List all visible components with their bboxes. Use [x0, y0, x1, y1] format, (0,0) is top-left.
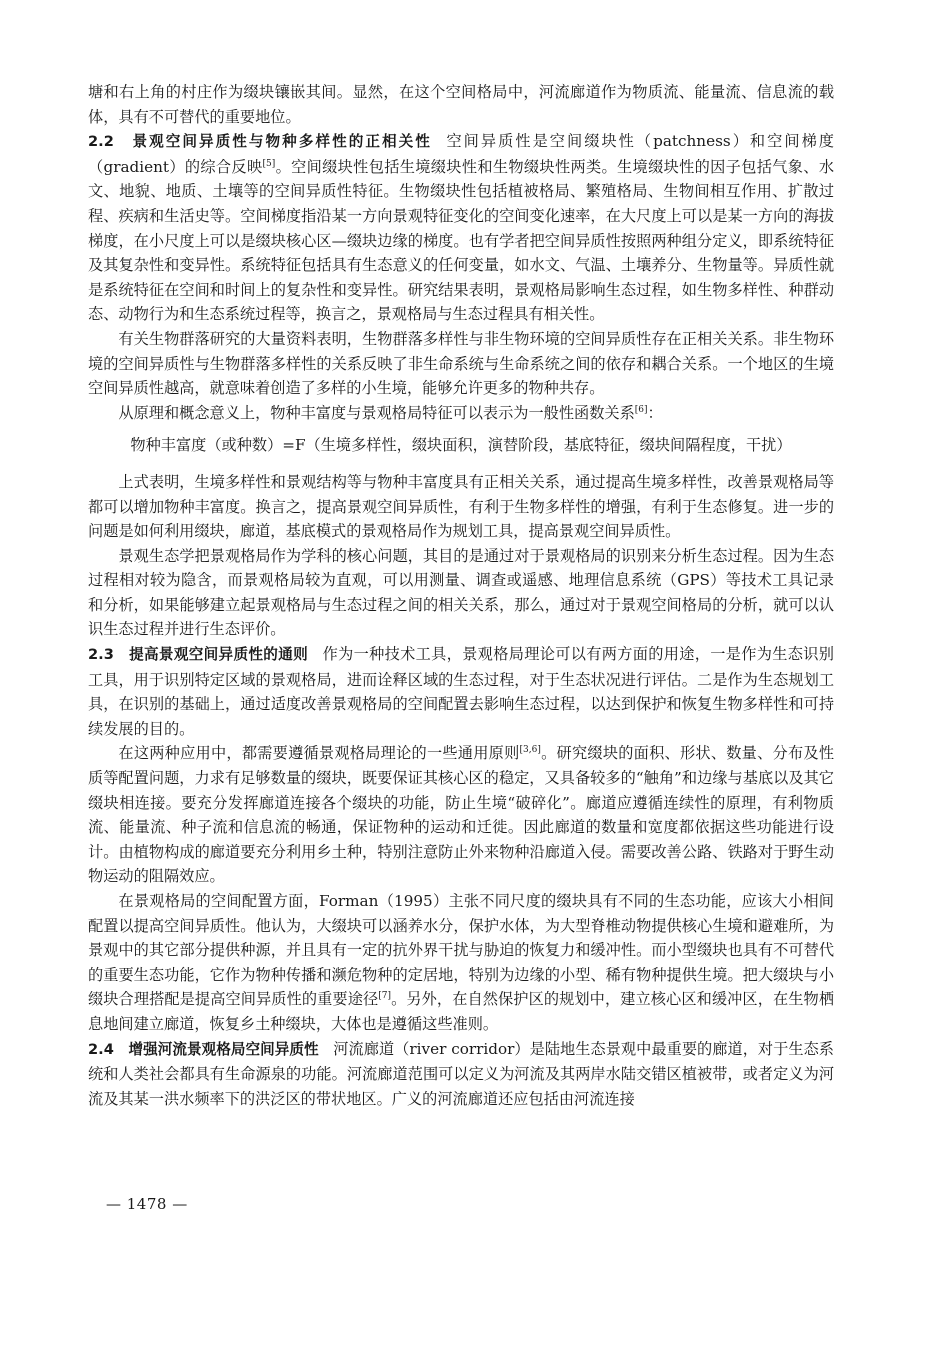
page-body — [88, 80, 834, 1111]
paragraph-text: 。另外，在自然保护区的规划中，建立核心区和缓冲区，在生物栖息地间建立廊道，恢复乡土种缀块，大体也是遵循这些准则。 — [88, 990, 835, 1033]
paragraph — [88, 741, 834, 889]
paragraph-text: 。研究缀块的面积、形状、数量、分布及性质等配置问题，力求有足够数量的缀块，既要保证其核心区的稳定，又具备较多的“触角”和边缘与基底以及其它缀块相连接。要充分发挥廊道连接各个缀块的功能，防止生境“破碎化”。廊道应遵循连续性的原理，有利物质流、能量流、种子流和信息流的畅通，保证物种的运动和迁徙。因此廊道的数量和宽度都依据这些功能进行设计。由植物构成的廊道要充分利用乡土种，特别注意防止外来物种沿廊道入侵。需要改善公路、铁路对于野生动物运动的阻隔效应。 — [88, 744, 835, 886]
paragraph-text: 从原理和概念意义上，物种丰富度与景观格局特征可以表示为一般性函数关系 — [118, 403, 635, 422]
paragraph: 上式表明，生境多样性和景观结构等与物种丰富度具有正相关关系，通过提高生境多样性，改善景观格局等都可以增加物种丰富度。换言之，提高景观空间异质性，有利于生物多样性的增强，有利于生态修复。进一步的问题是如何利用缀块，廊道，基底模式的景观格局作为规划工具，提高景观空间异质性。 — [88, 472, 834, 541]
section-2-4 — [88, 1037, 834, 1112]
page-number: — 1478 — — [106, 1195, 188, 1213]
section-2-3 — [88, 642, 834, 741]
paragraph: 景观生态学把景观格局作为学科的核心问题，其目的是通过对于景观格局的识别来分析生态过程。因为生态过程相对较为隐含，而景观格局较为直观，可以用测量、调查或遥感、地理信息系统（GPS）等技术工具记录和分析，如果能够建立起景观格局与生态过程之间的相关关系，那么，通过对于景观空间格局的分析，就可以认识生态过程并进行生态评价。 — [88, 546, 834, 639]
paragraph — [88, 401, 834, 426]
paragraph-text: 。空间缀块性包括生境缀块性和生物缀块性两类。生境缀块性的因子包括气象、水文、地貌、地质、土壤等的空间异质性特征。生物缀块性包括植被格局、繁殖格局、生物间相互作用、扩散过程、疾病和生活史等。空间梯度指沿某一方向景观特征变化的空间变化速率，在大尺度上可以是某一方向的海拔梯度，在小尺度上可以是缀块核心区—缀块边缘的梯度。也有学者把空间异质性按照两种组分定义，即系统特征及其复杂性和变异性。系统特征包括具有生态意义的任何变量，如水文、气温、土壤养分、生物量等。异质性就是系统特征在空间和时间上的复杂性和变异性。研究结果表明，景观格局影响生态过程，如生物多样性、种群动态、动物行为和生态系统过程等，换言之，景观格局与生态过程具有相关性。 — [88, 157, 835, 324]
paragraph-text: ： — [647, 403, 663, 422]
citation: [6] — [634, 404, 648, 415]
citation: [7] — [378, 991, 391, 1002]
paragraph — [88, 889, 834, 1037]
paragraph-text: 作为一种技术工具，景观格局理论可以有两方面的用途，一是作为生态识别工具，用于识别特定区域的景观格局，进而诠释区域的生态过程，对于生态状况进行评估。二是作为生态规划工具，在识别的基础上，通过适度改善景观格局的空间配置去影响生态过程，以达到保护和恢复生物多样性和可持续发展的目的。 — [88, 645, 834, 738]
formula: 物种丰富度（或种数）=F（生境多样性，缀块面积，演替阶段，基底特征，缀块间隔程度，干扰） — [130, 436, 792, 455]
paragraph-text: 河流廊道（river corridor）是陆地生态景观中最重要的廊道，对于生态系统和人类社会都具有生命源泉的功能。河流廊道范围可以定义为河流及其两岸水陆交错区植被带，或者定义为河流及其某一洪水频率下的洪泛区的带状地区。广义的河流廊道还应包括由河流连接 — [88, 1039, 834, 1108]
paragraph-text: 在这两种应用中，都需要遵循景观格局理论的一些通用原则 — [118, 744, 520, 763]
paragraph-text: 空间异质性是空间缀块性（patchness）和空间梯度（gradient）的综合反映 — [88, 132, 834, 176]
paragraph-text: 在景观格局的空间配置方面，Forman（1995）主张不同尺度的缀块具有不同的生态功能，应该大小相间配置以提高空间异质性。他认为，大缀块可以涵养水分，保护水体，为大型脊椎动物提供核心生境和避难所，为景观中的其它部分提供种源，并且具有一定的抗外界干扰与胁迫的恢复力和缓冲性。而小型缀块也具有不可替代的重要生态功能，它作为物种传播和濒危物种的定居地，特别为边缘的小型、稀有物种提供生境。把大缀块与小缀块合理搭配是提高空间异质性的重要途径 — [88, 892, 834, 1009]
paragraph: 有关生物群落研究的大量资料表明，生物群落多样性与非生物环境的空间异质性存在正相关关系。非生物环境的空间异质性与生物群落多样性的关系反映了非生命系统与生命系统之间的依存和耦合关系。一个地区的生境空间异质性越高，就意味着创造了多样的小生境，能够允许更多的物种共存。 — [88, 329, 834, 398]
citation: [5] — [262, 158, 276, 169]
section-heading: 2.3 提高景观空间异质性的通则 — [88, 646, 309, 664]
section-heading: 2.2 景观空间异质性与物种多样性的正相关性 — [88, 133, 432, 151]
section-2-2 — [88, 129, 834, 327]
paragraph: 塘和右上角的村庄作为缀块镶嵌其间。显然，在这个空间格局中，河流廊道作为物质流、能量流、信息流的载体，具有不可替代的重要地位。 — [88, 83, 834, 126]
section-heading: 2.4 增强河流景观格局空间异质性 — [88, 1040, 319, 1058]
citation: [3,6] — [519, 745, 541, 756]
